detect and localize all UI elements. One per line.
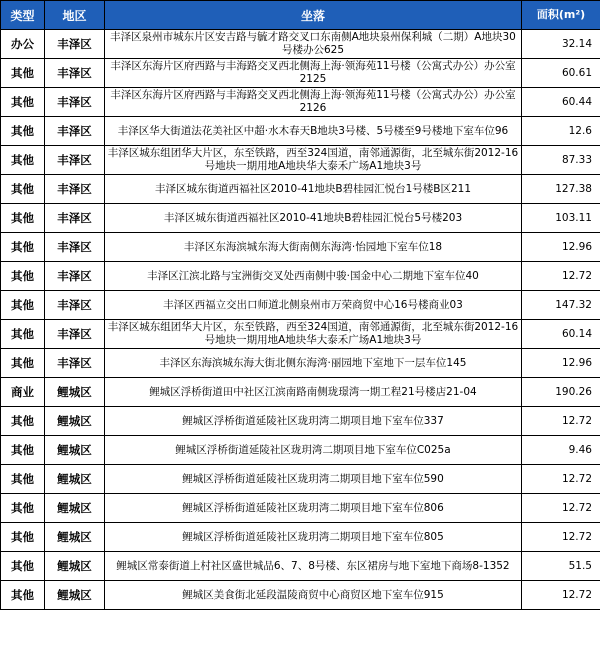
cell-location: 丰泽区东海滨城东海大街南侧东海湾·怡园地下室车位18	[105, 233, 522, 262]
table-row	[1, 407, 600, 436]
table-row	[1, 320, 600, 349]
header-type: 类型	[1, 1, 45, 30]
cell-type: 其他	[1, 117, 45, 146]
table-row	[1, 117, 600, 146]
cell-type: 其他	[1, 523, 45, 552]
cell-area: 12.96	[522, 233, 600, 262]
cell-location: 丰泽区华大街道法花美社区中超·水木春天B地块3号楼、5号楼至9号楼地下室车位96	[105, 117, 522, 146]
cell-region: 鲤城区	[45, 436, 105, 465]
cell-type: 其他	[1, 465, 45, 494]
cell-region: 丰泽区	[45, 349, 105, 378]
cell-location: 鲤城区浮桥街道田中社区江滨南路南侧珑璟湾一期工程21号楼店21-04	[105, 378, 522, 407]
cell-area: 12.96	[522, 349, 600, 378]
cell-region: 丰泽区	[45, 291, 105, 320]
header-area: 面积(m²)	[522, 1, 600, 30]
cell-area: 9.46	[522, 436, 600, 465]
cell-region: 鲤城区	[45, 378, 105, 407]
table-row	[1, 59, 600, 88]
cell-location: 鲤城区浮桥街道延陵社区珑玥湾二期项目地下室车位C025a	[105, 436, 522, 465]
header-region: 地区	[45, 1, 105, 30]
cell-area: 12.6	[522, 117, 600, 146]
table-row	[1, 30, 600, 59]
cell-region: 鲤城区	[45, 407, 105, 436]
cell-area: 60.14	[522, 320, 600, 349]
cell-area: 147.32	[522, 291, 600, 320]
cell-region: 丰泽区	[45, 59, 105, 88]
cell-location: 鲤城区浮桥街道延陵社区珑玥湾二期项目地下室车位590	[105, 465, 522, 494]
cell-area: 12.72	[522, 581, 600, 610]
cell-location: 鲤城区浮桥街道延陵社区珑玥湾二期项目地下室车位806	[105, 494, 522, 523]
cell-region: 丰泽区	[45, 233, 105, 262]
table-row	[1, 581, 600, 610]
table-body	[1, 30, 600, 610]
cell-region: 鲤城区	[45, 465, 105, 494]
cell-type: 其他	[1, 494, 45, 523]
cell-area: 60.44	[522, 88, 600, 117]
cell-location: 丰泽区东海片区府西路与丰海路交叉西北侧海上海·领海苑11号楼（公寓式办公）办公室2125	[105, 59, 522, 88]
cell-region: 鲤城区	[45, 552, 105, 581]
table-row	[1, 494, 600, 523]
cell-area: 12.72	[522, 494, 600, 523]
table-row	[1, 436, 600, 465]
cell-location: 丰泽区城东街道西福社区2010-41地块B碧桂园汇悦台5号楼203	[105, 204, 522, 233]
cell-location: 丰泽区东海片区府西路与丰海路交叉西北侧海上海·领海苑11号楼（公寓式办公）办公室2126	[105, 88, 522, 117]
cell-region: 丰泽区	[45, 117, 105, 146]
cell-region: 丰泽区	[45, 88, 105, 117]
table-row	[1, 552, 600, 581]
cell-location: 丰泽区城东组团华大片区，东至铁路，西至324国道，南邻通源街，北至城东街2012-16号地块一期用地A地块华大泰禾广场A1地块3号	[105, 146, 522, 175]
cell-type: 其他	[1, 146, 45, 175]
cell-location: 丰泽区东海滨城东海大街北侧东海湾·丽园地下室地下一层车位145	[105, 349, 522, 378]
cell-type: 其他	[1, 88, 45, 117]
cell-area: 12.72	[522, 262, 600, 291]
cell-area: 190.26	[522, 378, 600, 407]
cell-area: 32.14	[522, 30, 600, 59]
cell-area: 60.61	[522, 59, 600, 88]
cell-type: 其他	[1, 175, 45, 204]
cell-region: 丰泽区	[45, 262, 105, 291]
cell-area: 103.11	[522, 204, 600, 233]
cell-type: 其他	[1, 581, 45, 610]
cell-region: 丰泽区	[45, 30, 105, 59]
table-row	[1, 291, 600, 320]
cell-location: 鲤城区浮桥街道延陵社区珑玥湾二期项目地下室车位337	[105, 407, 522, 436]
cell-location: 丰泽区城东组团华大片区，东至铁路，西至324国道，南邻通源街，北至城东街2012-16号地块一期用地A地块华大泰禾广场A1地块3号	[105, 320, 522, 349]
table-row	[1, 146, 600, 175]
cell-location: 丰泽区江滨北路与宝洲街交叉处西南侧中骏·国金中心二期地下室车位40	[105, 262, 522, 291]
cell-area: 127.38	[522, 175, 600, 204]
table-row	[1, 378, 600, 407]
cell-location: 丰泽区城东街道西福社区2010-41地块B碧桂园汇悦台1号楼B区211	[105, 175, 522, 204]
cell-region: 鲤城区	[45, 494, 105, 523]
cell-type: 其他	[1, 204, 45, 233]
cell-region: 丰泽区	[45, 175, 105, 204]
cell-type: 其他	[1, 262, 45, 291]
cell-region: 鲤城区	[45, 523, 105, 552]
table-row	[1, 465, 600, 494]
cell-location: 鲤城区常泰街道上村社区盛世城品6、7、8号楼、东区裙房与地下室地下商场8-1352	[105, 552, 522, 581]
cell-type: 其他	[1, 407, 45, 436]
cell-region: 鲤城区	[45, 581, 105, 610]
cell-location: 丰泽区西福立交出口师道北侧泉州市万荣商贸中心16号楼商业03	[105, 291, 522, 320]
table-row	[1, 262, 600, 291]
table-row	[1, 349, 600, 378]
cell-type: 其他	[1, 233, 45, 262]
cell-region: 丰泽区	[45, 320, 105, 349]
table-row	[1, 233, 600, 262]
cell-type: 其他	[1, 291, 45, 320]
cell-area: 12.72	[522, 407, 600, 436]
cell-type: 商业	[1, 378, 45, 407]
cell-area: 12.72	[522, 465, 600, 494]
table-row	[1, 523, 600, 552]
cell-type: 其他	[1, 349, 45, 378]
header-location: 坐落	[105, 1, 522, 30]
cell-type: 其他	[1, 552, 45, 581]
table-row	[1, 88, 600, 117]
table-row	[1, 175, 600, 204]
cell-area: 12.72	[522, 523, 600, 552]
table-row	[1, 204, 600, 233]
cell-area: 51.5	[522, 552, 600, 581]
cell-type: 其他	[1, 436, 45, 465]
cell-area: 87.33	[522, 146, 600, 175]
cell-location: 丰泽区泉州市城东片区安吉路与毓才路交叉口东南侧A地块泉州保利城（二期）A地块30号楼办公625	[105, 30, 522, 59]
cell-type: 其他	[1, 320, 45, 349]
cell-type: 办公	[1, 30, 45, 59]
cell-location: 鲤城区浮桥街道延陵社区珑玥湾二期项目地下室车位805	[105, 523, 522, 552]
cell-location: 鲤城区美食街北延段温陵商贸中心商贸区地下室车位915	[105, 581, 522, 610]
cell-region: 丰泽区	[45, 204, 105, 233]
cell-region: 丰泽区	[45, 146, 105, 175]
header-row	[1, 1, 600, 30]
cell-type: 其他	[1, 59, 45, 88]
